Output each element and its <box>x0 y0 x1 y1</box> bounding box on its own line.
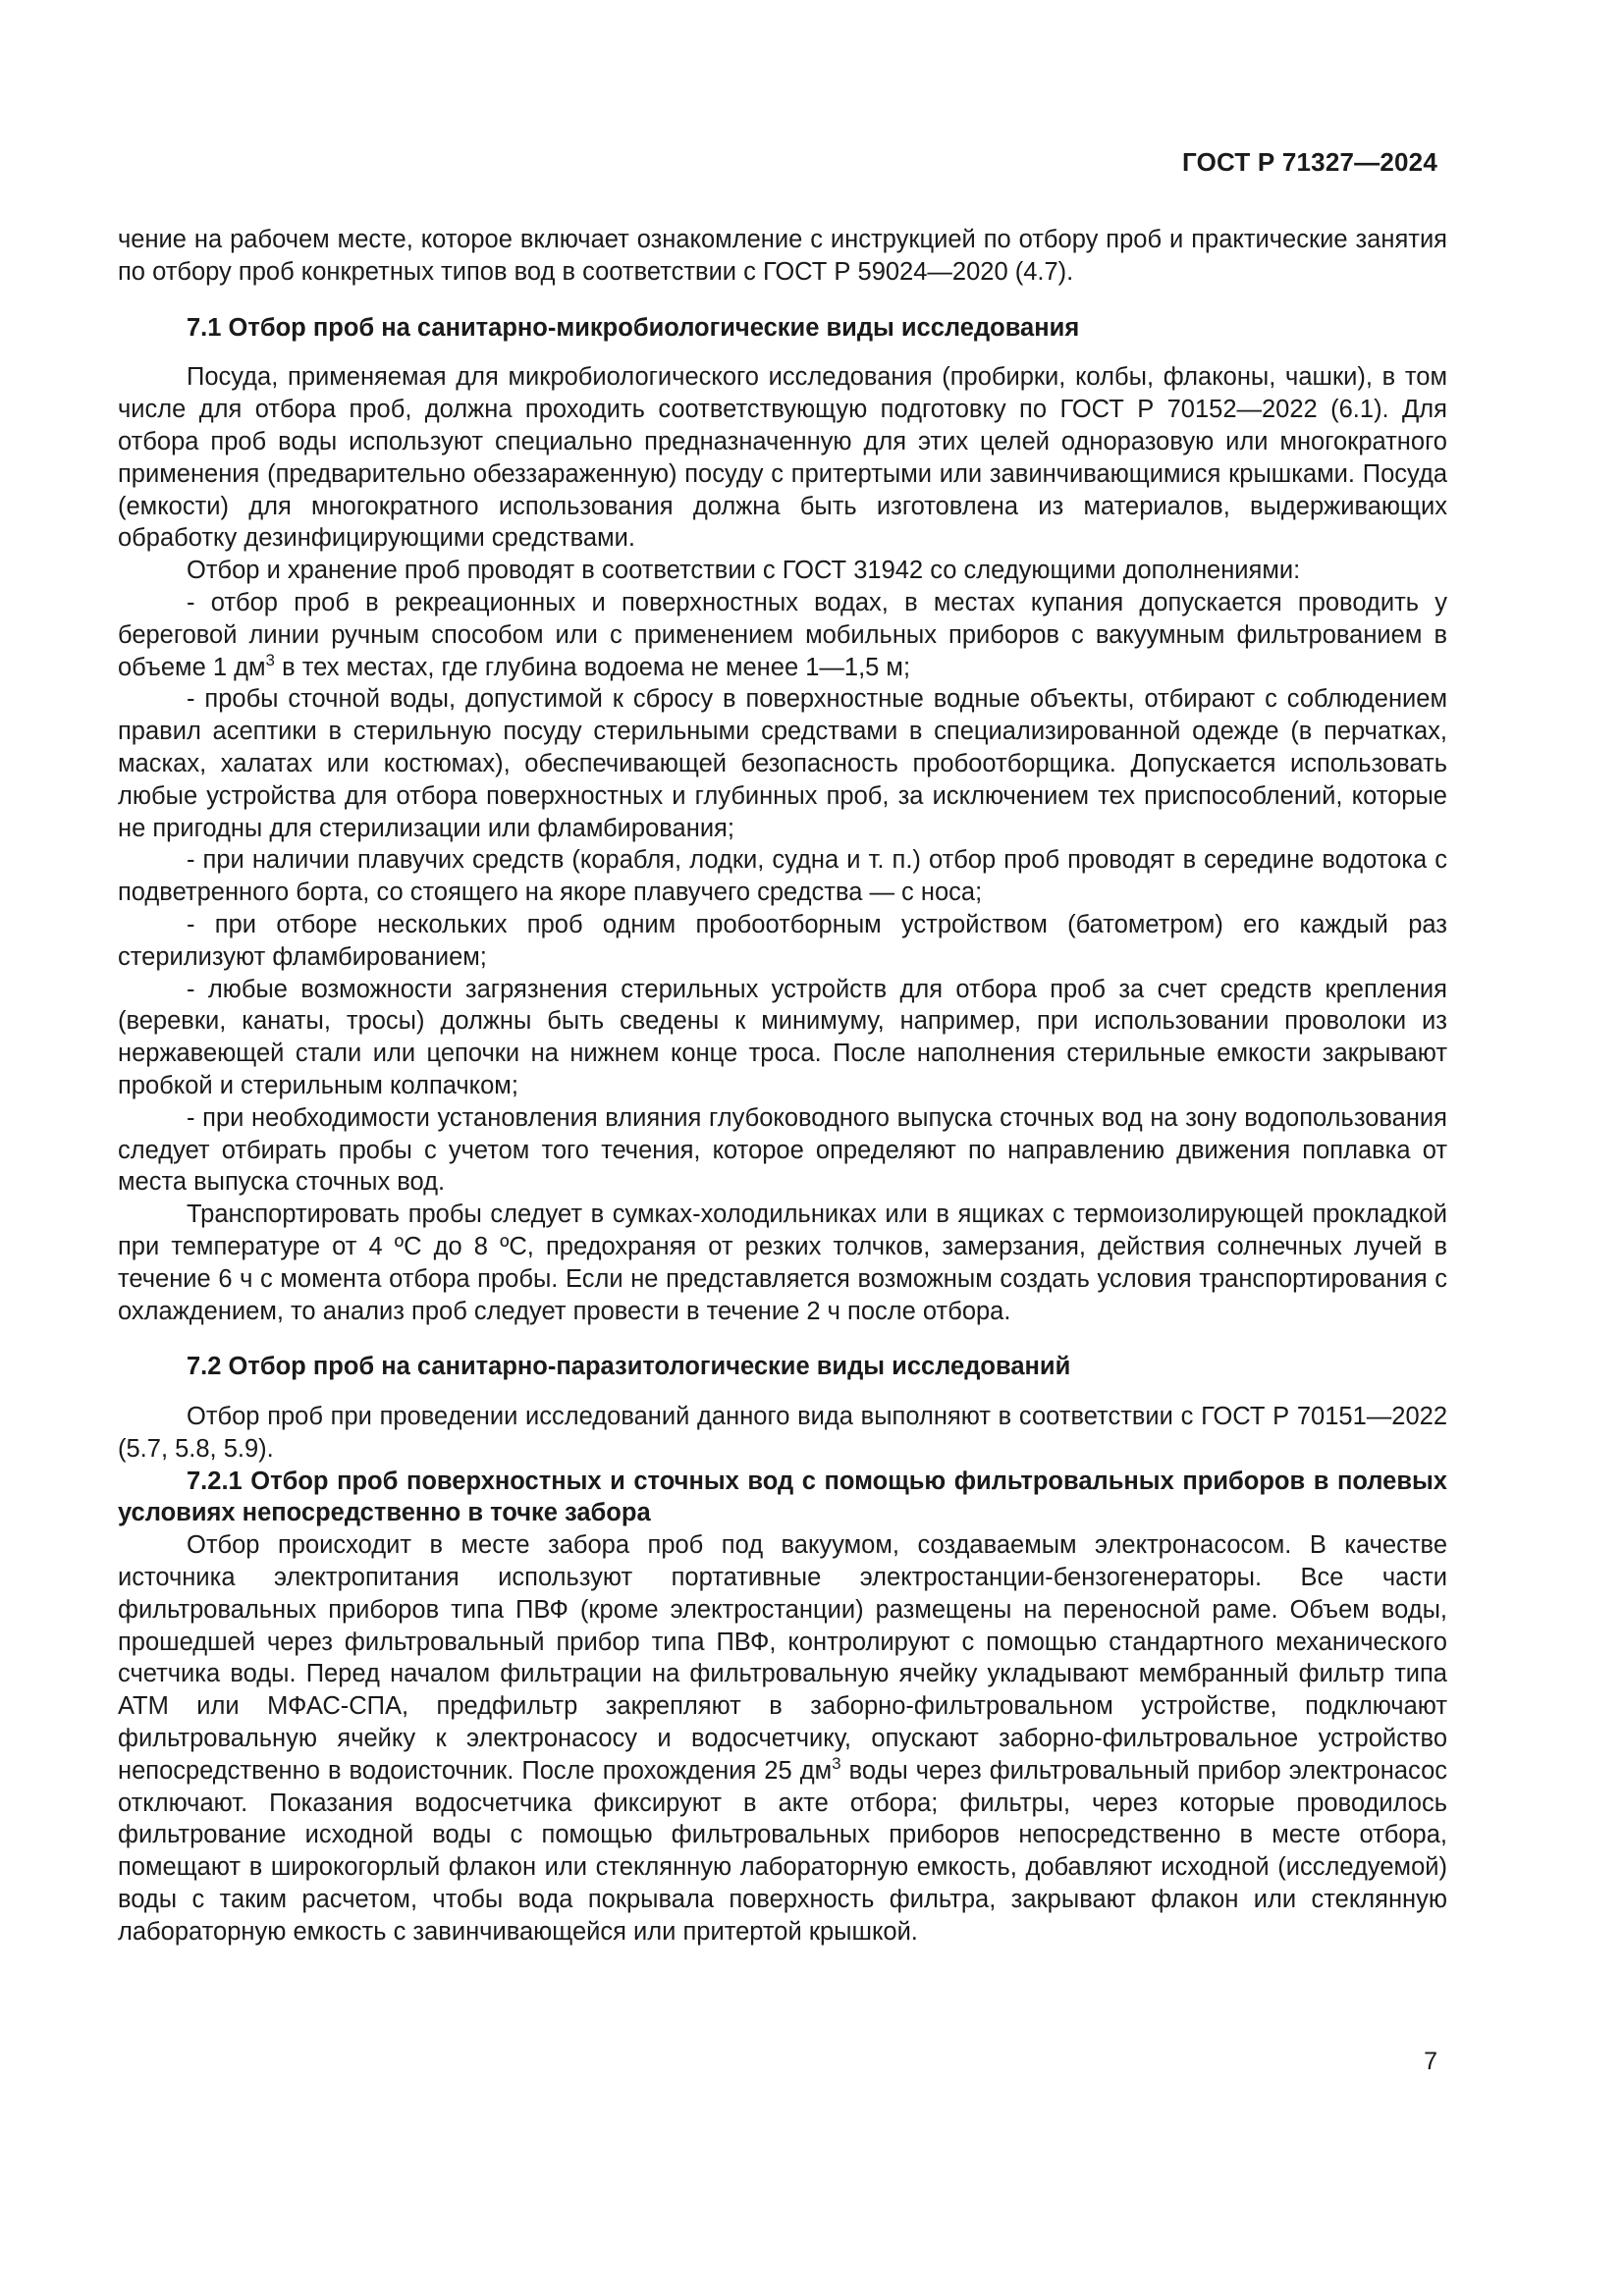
section-heading-7-2: 7.2 Отбор проб на санитарно-паразитологические виды исследований <box>187 1353 1071 1381</box>
list-item-recreational: - отбор проб в рекреационных и поверхностных водах, в местах купания допускается проводить у береговой линии ручным способом или с применением мобильных приборов с вакуумным фильтрованием в объеме 1 $дм^3$ в тех местах, где глубина водоема не менее 1—1,5 м; <box>118 588 1447 681</box>
list-item-wastewater: - пробы сточной воды, допустимой к сбросу в поверхностные водные объекты, отбирают с соблюдением правил асептики в стерильную посуду стерильными средствами в специализированной одежде (в перчатках, масках, халатах или костюмах), обеспечивающей безопасность пробоотборщика. Допускается использовать любые устройства для отбора поверхностных и глубинных проб, за исключением тех приспособлений, которые не пригодны для стерилизации или фламбирования; <box>118 685 1447 842</box>
paragraph-continuation: чение на рабочем месте, которое включает ознакомление с инструкцией по отбору проб и практические занятия по отбору проб конкретных типов вод в соответствии с ГОСТ Р 59024—2020 (4.7). <box>118 226 1447 286</box>
list-item-floating-craft: - при наличии плавучих средств (корабля, лодки, судна и т. п.) отбор проб проводят в середине водотока с подветренного борта, со стоящего на якоре плавучего средства — с носа; <box>118 846 1447 907</box>
paragraph-sampling-storage: Отбор и хранение проб проводят в соответствии с ГОСТ 31942 со следующими дополнениями: <box>187 557 1301 585</box>
subsection-heading-7-2-1: 7.2.1 Отбор проб поверхностных и сточных вод с помощью фильтровальных приборов в полевых условиях непосредственно в точке забора <box>118 1467 1447 1527</box>
list-item-contamination: - любые возможности загрязнения стерильных устройств для отбора проб за счет средств крепления (веревки, канаты, тросы) должны быть сведены к минимуму, например, при использовании проволоки из нержавеющей стали или цепочки на нижнем конце троса. После наполнения стерильные емкости закрывают пробкой и стерильным колпачком; <box>118 975 1447 1099</box>
paragraph-glassware: Посуда, применяемая для микробиологического исследования (пробирки, колбы, флаконы, чашки), в том числе для отбора проб, должна проходить соответствующую подготовку по ГОСТ Р 70152—2022 (6.1). Для отбора проб воды используют специально предназначенную для этих целей одноразовую или многократного применения (предварительно обеззараженную) посуду с притертыми или завинчивающимися крышками. Посуда (емкости) для многократного использования должна быть изготовлена из материалов, выдерживающих обработку дезинфицирующими средствами. <box>118 363 1447 553</box>
page-number: 7 <box>1424 2048 1437 2075</box>
paragraph-transport: Транспортировать пробы следует в сумках-холодильниках или в ящиках с термоизолирующей прокладкой при температуре от 4 ºС до 8 ºС, предохраняя от резких толчков, замерзания, действия солнечных лучей в течение 6 ч с момента отбора пробы. Если не представляется возможным создать условия транспортирования с охлаждением, то анализ проб следует провести в течение 2 ч после отбора. <box>118 1201 1447 1325</box>
section-heading-7-1: 7.1 Отбор проб на санитарно-микробиологические виды исследования <box>187 313 1080 342</box>
list-item-bathometer: - при отборе нескольких проб одним пробоотборным устройством (батометром) его каждый раз стерилизуют фламбированием; <box>118 910 1447 971</box>
paragraph-filtration: Отбор происходит в месте забора проб под вакуумом, создаваемым электронасосом. В качестве источника электропитания используют портативные электростанции-бензогенераторы. Все части фильтровальных приборов типа ПВФ (кроме электростанции) размещены на переносной раме. Объем воды, прошедшей через фильтровальный прибор типа ПВФ, контролируют с помощью стандартного механического счетчика воды. Перед началом фильтрации на фильтровальную ячейку укладывают мембранный фильтр типа АТМ или МФАС-СПА, предфильтр закрепляют в заборно-фильтровальном устройстве, подключают фильтровальную ячейку к электронасосу и водосчетчику, опускают заборно-фильтровальное устройство непосредственно в водоисточник. После прохождения 25 $дм^3$ воды через фильтровальный прибор электронасос отключают. Показания водосчетчика фиксируют в акте отбора; фильтры, через которые проводилось фильтрование исходной воды с помощью фильтровальных приборов непосредственно в месте отбора, помещают в широкогорлый флакон или стеклянную лабораторную емкость, добавляют исходной (исследуемой) воды с таким расчетом, чтобы вода покрывала поверхность фильтра, закрывают флакон или стеклянную лабораторную емкость с завинчивающейся или притертой крышкой. <box>118 1531 1447 1946</box>
paragraph-parasitology: Отбор проб при проведении исследований данного вида выполняют в соответствии с ГОСТ Р 70151—2022 (5.7, 5.8, 5.9). <box>118 1403 1447 1463</box>
list-item-deep-outlet: - при необходимости установления влияния глубоководного выпуска сточных вод на зону водопользования следует отбирать пробы с учетом того течения, которое определяют по направлению движения поплавка от места выпуска сточных вод. <box>118 1103 1447 1197</box>
document-body <box>118 224 1447 1949</box>
document-header-id: ГОСТ Р 71327—2024 <box>1182 147 1437 177</box>
